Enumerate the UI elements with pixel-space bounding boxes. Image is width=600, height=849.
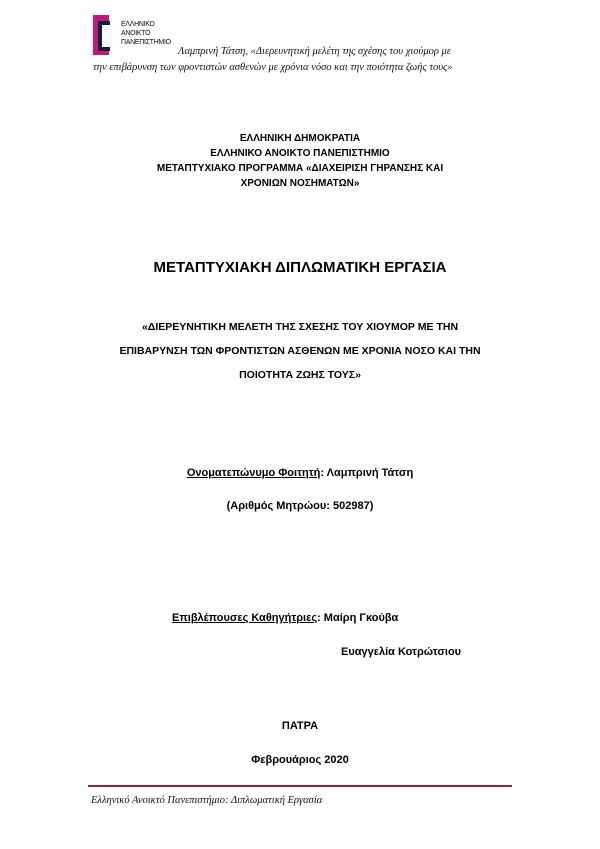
university-logo-text xyxy=(121,20,171,47)
institution-line-4: ΧΡΟΝΙΩΝ ΝΟΣΗΜΑΤΩΝ» xyxy=(240,178,360,189)
university-logo xyxy=(93,15,171,55)
date: Φεβρουάριος 2020 xyxy=(251,754,349,766)
student-line xyxy=(0,465,600,481)
supervisors-line xyxy=(172,612,398,624)
student-colon: : xyxy=(320,467,327,479)
supervisor-name-1: Μαίρη Γκούβα xyxy=(323,612,399,624)
logo-text-line: ΕΛΛΗΝΙΚΟ xyxy=(121,21,155,28)
student-label: Ονοματεπώνυμο Φοιτητή xyxy=(186,467,321,479)
university-logo-mark-icon xyxy=(93,15,115,55)
institution-line-3: ΜΕΤΑΠΤΥΧΙΑΚΟ ΠΡΟΓΡΑΜΜΑ «ΔΙΑΧΕΙΡΙΣΗ ΓΗΡΑΝΣΗΣ ΚΑΙ xyxy=(156,163,444,174)
supervisor-name-2: Ευαγγελία Κοτρώτσιου xyxy=(341,646,462,658)
institution-block xyxy=(0,131,600,191)
thesis-title-line-2: ΕΠΙΒΑΡΥΝΣΗ ΤΩΝ ΦΡΟΝΤΙΣΤΩΝ ΑΣΘΕΝΩΝ ΜΕ ΧΡΟΝΙΑ ΝΟΣΟ ΚΑΙ ΤΗΝ xyxy=(119,345,481,357)
header-citation-line-2: την επιβάρυνση των φροντιστών ασθενών με χρόνια νόσο και την ποιότητα ζωής τους» xyxy=(93,62,453,73)
thesis-title-line-1: «ΔΙΕΡΕΥΝΗΤΙΚΗ ΜΕΛΕΤΗ ΤΗΣ ΣΧΕΣΗΣ ΤΟΥ ΧΙΟΥΜΟΡ ΜΕ ΤΗΝ xyxy=(141,321,459,333)
thesis-title-line-3: ΠΟΙΟΤΗΤΑ ΖΩΗΣ ΤΟΥΣ» xyxy=(239,369,361,381)
registration-number: (Αριθμός Μητρώου: 502987) xyxy=(226,500,374,512)
place: ΠΑΤΡΑ xyxy=(281,720,319,732)
student-name: Λαμπρινή Τάτση xyxy=(326,467,414,479)
institution-line-1: ΕΛΛΗΝΙΚΗ ΔΗΜΟΚΡΑΤΙΑ xyxy=(239,133,361,144)
thesis-type-heading: ΜΕΤΑΠΤΥΧΙΑΚΗ ΔΙΠΛΩΜΑΤΙΚΗ ΕΡΓΑΣΙΑ xyxy=(153,259,447,276)
institution-line-2: ΕΛΛΗΝΙΚΟ ΑΝΟΙΚΤΟ ΠΑΝΕΠΙΣΤΗΜΙΟ xyxy=(210,148,390,159)
logo-text-line: ΑΝΟΙΚΤΟ xyxy=(121,30,151,37)
supervisors-label: Επιβλέπουσες Καθηγήτριες xyxy=(172,612,318,624)
footer-divider xyxy=(88,785,512,787)
header-citation-line-1: Λαμπρινή Τάτση, «Διερευνητική μελέτη της σχέσης του χιούμορ με xyxy=(178,46,451,57)
footer-text: Ελληνικό Ανοικτό Πανεπιστήμιο: Διπλωματική Εργασία xyxy=(91,795,323,806)
logo-text-line: ΠΑΝΕΠΙΣΤΗΜΙΟ xyxy=(121,39,171,46)
thesis-title xyxy=(0,315,600,387)
supervisors-colon: : xyxy=(317,612,324,624)
